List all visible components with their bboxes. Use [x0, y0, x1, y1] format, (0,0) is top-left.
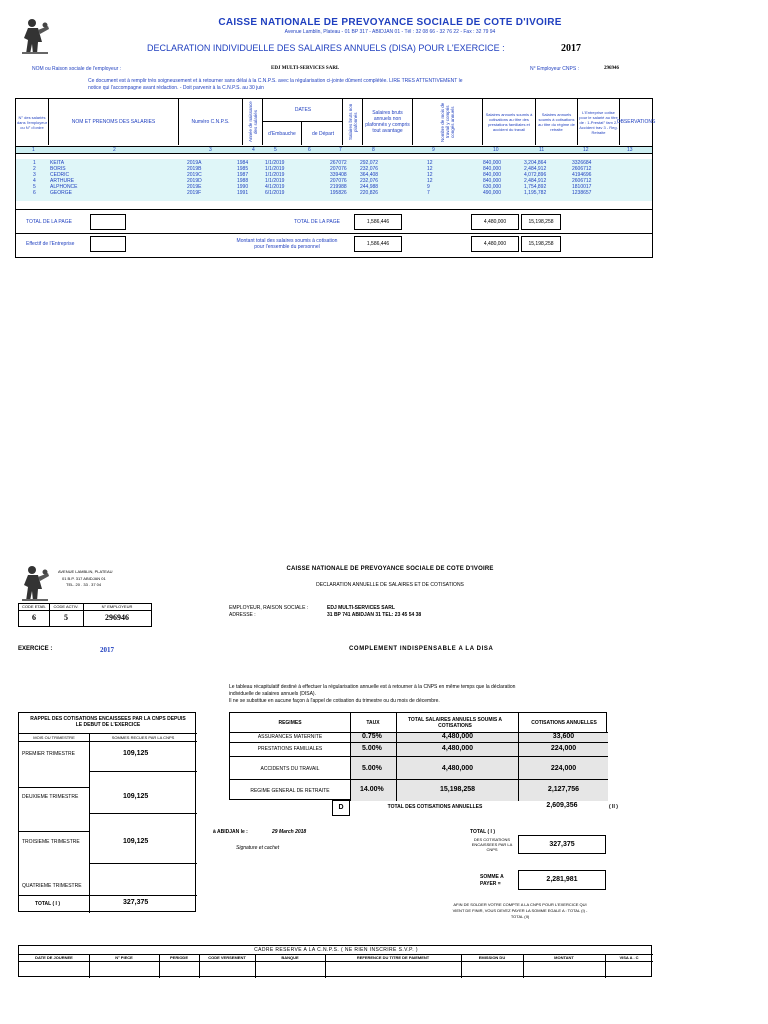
- d-box: D: [332, 800, 350, 816]
- header-col-9: Nombre de mois de travail y compris congés annuels: [413, 99, 483, 145]
- employee-rows: [16, 159, 652, 201]
- regime-total: 4,480,000: [441, 745, 474, 752]
- cadre-reserve-table: CADRE RESERVE A LA C.N.P.S. ( NE RIEN INSCRIRE S.V.P. ) DATE DE JOURNEE N° PIECE PERIODE CODE VERSEMENT BANQUE REFERENCE DU TITRE DE PAIEMENT EMISSION DU MONTANT VISA A . C: [18, 945, 652, 977]
- header-col-8: Salaires bruts annuels non plafonnés y compris tout avantage: [363, 99, 413, 145]
- note-line-2: individuelle de salaires annuels (DISA).: [229, 691, 316, 697]
- page2-subtitle: DECLARATION ANNUELLE DE SALAIRES ET DE COTISATIONS: [316, 582, 464, 588]
- regime-total: 15,198,258: [439, 786, 476, 793]
- header-dates: DATES d'Embauche de Départ: [263, 99, 343, 145]
- rappel-row-value: 109,125: [123, 750, 149, 757]
- rappel-total-value: 327,375: [123, 899, 149, 906]
- montant-label-1: Montant total des salaires soumis à cotisation: [236, 238, 338, 244]
- table-row: 6 GEORGE 2019F 1991 6/1/2019 195826 220,826 7 490,000 1,195,782 1238657: [33, 190, 592, 196]
- rappel-row-label: DEUXIEME TRIMESTRE: [22, 794, 79, 800]
- employer-label: NOM ou Raison sociale de l'employeur :: [32, 66, 122, 72]
- solde-line-3: TOTAL (II): [510, 914, 530, 919]
- header-col-12: L'Entreprise cotise pour le salarié au titre de : 1-Prestat° fam 2-Accident trav 3 - Reg. Retraite: [578, 99, 620, 145]
- regime-cotis: 224,000: [550, 745, 577, 752]
- cnps-emblem-icon: [18, 16, 52, 56]
- regime-taux: 5.00%: [362, 745, 382, 752]
- table-row: 5 ALPHONCE 2019E 1990 4/1/2019 219988 244,988 9 630,000 1,754,892 1810017: [33, 184, 592, 190]
- header-col-2: NOM ET PRENOMS DES SALARIES: [49, 99, 179, 145]
- regime-cotis: 2,127,756: [547, 786, 580, 793]
- header-col-10: Salaires annuels soumis à cotisations au titre des prestations familiales et accident du travail: [483, 99, 536, 145]
- rappel-row-label: TROISIEME TRIMESTRE: [22, 839, 80, 845]
- total-page-box-left: [90, 214, 126, 230]
- header-col-4: Année de naissance des salariés: [243, 99, 263, 145]
- note-line-1: Le tableau récapitulatif destiné à effectuer la régularisation annuelle est à retourner à la CNPS en même temps que la déclaration: [229, 684, 516, 690]
- total-page-label-mid: TOTAL DE LA PAGE: [294, 219, 340, 225]
- table-row: 2 BORIS 2019B 1985 1/1/2019 207076 232,076 12 840,000 2,484,912 2606712: [33, 166, 592, 172]
- montant-c11-box: 15,198,258: [521, 236, 561, 252]
- montant-label-2: pour l'ensemble du personnel: [254, 244, 320, 250]
- montant-c10-box: 4,480,000: [471, 236, 519, 252]
- header-col-1: N° des salariés dans l'employeur ou N° d'ordre: [16, 99, 49, 145]
- regime-cotis: 224,000: [550, 765, 577, 772]
- total-cotis-label: TOTAL DES COTISATIONS ANNUELLES: [387, 804, 483, 810]
- rappel-total-label: TOTAL ( I ): [35, 901, 60, 907]
- total-cotis-value: 2,609,356: [546, 802, 578, 809]
- cnps-logo-bottom: [18, 563, 52, 608]
- total-page-label-left: TOTAL DE LA PAGE: [26, 219, 72, 225]
- solde-line-2: VIENT DE FINIR, VOUS DEVEZ PAYER LA SOMME EGALE A : TOTAL (I) -: [452, 908, 588, 913]
- org-address: Avenue Lamblin, Plateau - 01 BP 317 - ABIDJAN 01 - Tél : 32 08 66 - 32 76 22 - Fax : 32 79 94: [284, 29, 496, 35]
- org-title: CAISSE NATIONALE DE PREVOYANCE SOCIALE DE COTE D'IVOIRE: [218, 17, 562, 28]
- effectif-label: Effectif de l'Entreprise: [26, 241, 75, 247]
- logo-address-3: TEL. 20 . 33 . 37 04: [66, 582, 102, 587]
- regime-label: PRESTATIONS FAMILIALES: [257, 746, 323, 752]
- employer-cnps-label: N° Employeur CNPS :: [530, 66, 579, 72]
- code-etab-value: 6: [32, 613, 36, 622]
- page2-employer-value: EDJ MULTI-SERVICES SARL: [327, 605, 395, 611]
- instructions-line-1: Ce document est à remplir très soigneusement et à retourner sans délai à la C.N.P.S. avec la régularisation ci-jointe dûment complétée. LIRE TRES ATTENTIVEMENT le: [88, 78, 463, 84]
- regimes-table: REGIMES TAUX TOTAL SALAIRES ANNUELS SOUMIS A COTISATIONS COTISATIONS ANNUELLES ASSURANCES MATERNITE 0.75% 4,480,000 33,600 PRESTATIONS FAMILIALES 5.00% 4,480,000 224,000 ACCIDENTS DU TRAVAIL 5.00% 4,480,000 224,000 REGIME GENERAL DE RETRAITE 14.00% 15,198,258 2,127,756: [229, 712, 607, 800]
- total-1-box: 327,375: [518, 835, 606, 854]
- table-row: 1 KEITA 2019A 1984 1/1/2019 267072 292,072 12 840,000 3,204,864 3326684: [33, 160, 592, 166]
- code-activ-value: 5: [64, 613, 68, 622]
- somme-box: 2,281,981: [518, 870, 606, 890]
- disa-table: [15, 98, 656, 258]
- note-line-3: Il ne se substitue en aucune façon à l'appel de cotisation du trimestre ou du mois de décembre.: [229, 698, 440, 704]
- effectif-box: [90, 236, 126, 252]
- total-c10-box: 4,480,000: [471, 214, 519, 230]
- somme-label-2: PAYER =: [480, 881, 501, 887]
- somme-label-1: SOMME A: [480, 874, 504, 880]
- place-label: à ABIDJAN le :: [213, 829, 248, 835]
- signature-label: Signature et cachet: [236, 845, 280, 851]
- table-row: 3 CEDRIC 2019C 1987 1/1/2019 339408 364,408 12 840,000 4,072,896 4194696: [33, 172, 592, 178]
- regime-taux: 5.00%: [362, 765, 382, 772]
- exercice-value: 2017: [100, 646, 114, 654]
- solde-line-1: AFIN DE SOLDER VOTRE COMPTE A LA CNPS POUR L'EXERCICE QUI: [453, 902, 587, 907]
- total-gross-box: 1,586,446: [354, 214, 402, 230]
- header-col-11: Salaires annuels soumis à cotisations au titre du régime de retraite: [536, 99, 578, 145]
- column-number-row: 1 2 3 4 5 6 7 8 9 10 11 12 13: [16, 146, 652, 154]
- employer-number-value: 296946: [105, 613, 129, 622]
- regime-cotis: 33,600: [552, 733, 575, 740]
- complement-title: COMPLEMENT INDISPENSABLE A LA DISA: [349, 646, 494, 652]
- logo-address-1: AVENUE LAMBLIN, PLATEAU: [58, 569, 113, 574]
- rappel-row-label: PREMIER TRIMESTRE: [22, 751, 75, 757]
- total-1-label: TOTAL ( I ): [470, 829, 495, 835]
- total-cotis-suffix: ( II ): [609, 804, 618, 810]
- header-col-7: Salaires bruts non plafonnés: [343, 99, 363, 145]
- regime-label: REGIME GENERAL DE RETRAITE: [250, 788, 330, 794]
- regime-total: 4,480,000: [441, 733, 474, 740]
- code-boxes: CODE ETAB. CODE ACTIV. N° EMPLOYEUR 6 5 296946: [18, 603, 152, 627]
- regime-taux: 14.00%: [360, 786, 384, 793]
- rappel-row-value: 109,125: [123, 793, 149, 800]
- declaration-title: DECLARATION INDIVIDUELLE DES SALAIRES ANNUELS (DISA) POUR L'EXERCICE :: [147, 43, 505, 53]
- cnps-emblem-icon: [18, 563, 52, 603]
- page2-org-title: CAISSE NATIONALE DE PREVOYANCE SOCIALE DE COTE D'IVOIRE: [286, 566, 494, 572]
- table-row: 4 ARTHURE 2019D 1988 1/1/2019 207076 232,076 12 840,000 2,484,912 2606712: [33, 178, 592, 184]
- rappel-table: RAPPEL DES COTISATIONS ENCAISSEES PAR LA CNPS DEPUIS LE DEBUT DE L'EXERCICE MOIS OU TRIMESTRE SOMMES RECUES PAR LA CNPS PREMIER TRIMESTRE 109,125 DEUXIEME TRIMESTRE 109,125 TROISIEME TRIMESTRE 109,125 QUATRIEME TRIMESTRE TOTAL ( I ) 327,375: [18, 712, 196, 912]
- place-date: 29 March 2018: [272, 829, 307, 835]
- employer-cnps-number: 296946: [604, 66, 619, 71]
- total-c11-box: 15,198,258: [521, 214, 561, 230]
- regime-total: 4,480,000: [441, 765, 474, 772]
- exercice-label: EXERCICE :: [18, 646, 53, 652]
- logo-address-2: 01 B.P. 317 ABIDJAN 01: [62, 576, 106, 581]
- page2-address-value: 31 BP 741 ABIDJAN 31 TEL: 23 45 54 38: [327, 612, 422, 618]
- header-col-3: Numéro C.N.P.S.: [179, 99, 243, 145]
- regime-label: ASSURANCES MATERNITE: [257, 734, 323, 740]
- header-col-13: OBSERVATIONS: [616, 119, 656, 125]
- page2-employer-label: EMPLOYEUR, RAISON SOCIALE :: [229, 605, 309, 611]
- regime-label: ACCIDENTS DU TRAVAIL: [260, 766, 320, 772]
- montant-gross-box: 1,586,446: [354, 236, 402, 252]
- declaration-year: 2017: [561, 43, 581, 54]
- instructions-line-2: notice qui l'accompagne avant rédaction. - Doit parvenir à la C.N.P.S. au 30 juin: [88, 85, 264, 91]
- rappel-row-value: 109,125: [123, 838, 149, 845]
- rappel-row-label: QUATRIEME TRIMESTRE: [22, 883, 82, 889]
- total-1-sub: DES COTISATIONS ENCAISSEES PAR LA CNPS: [471, 837, 513, 852]
- employer-name: EDJ MULTI-SERVICES SARL: [271, 66, 340, 71]
- regime-taux: 0.75%: [362, 733, 382, 740]
- cnps-logo-top: [18, 16, 52, 61]
- page2-address-label: ADRESSE :: [229, 612, 256, 618]
